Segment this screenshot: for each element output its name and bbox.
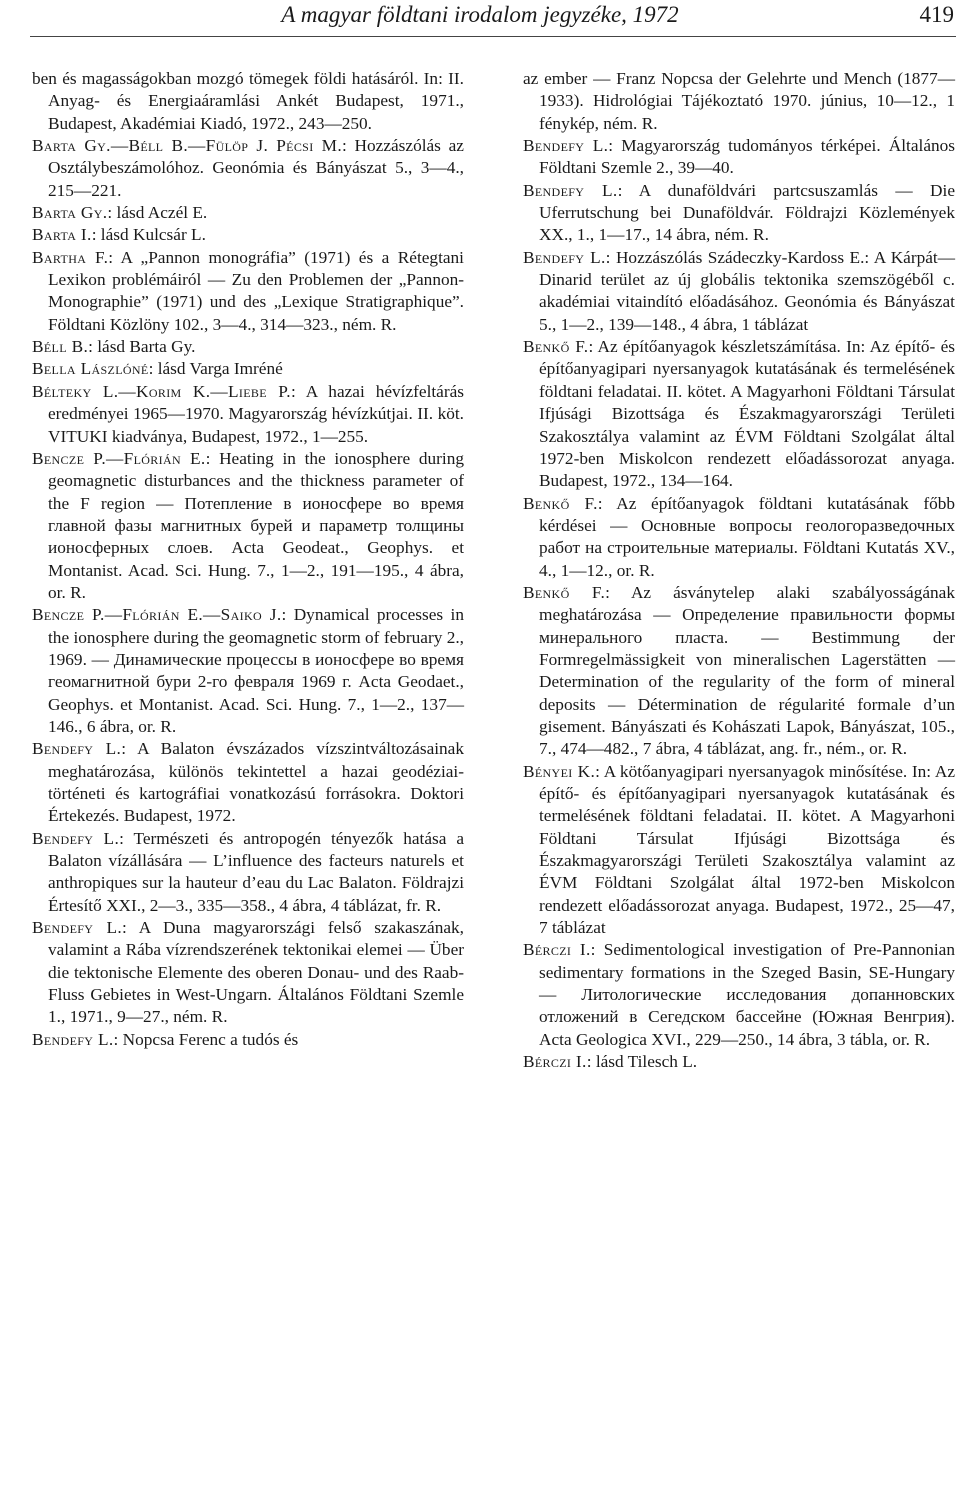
entry-text: az ember — Franz Nopcsa der Gelehrte und Mench (1877—1933). Hidrológiai Tájékoztató 1970. június, 10—12., 1 fénykép, ném. R.	[523, 69, 955, 133]
bibliography-entry	[32, 135, 464, 202]
entry-text: : lásd Aczél E.	[107, 203, 208, 223]
running-header	[0, 0, 960, 42]
page-number: 419	[919, 2, 954, 27]
entry-text: : Sedimentological investigation of Pre-Pannonian sedimentary formations in the Szeged Basin, SE-Hungary — Литологические исследования допанновских отложений в Сегедском бассейне (Южная Венгрия). Acta Geologica XVI., 229—250., 14 ábra, 3 tábla, or. R.	[539, 940, 955, 1049]
bibliography-entry	[523, 180, 955, 247]
entry-author: Bérczi I.	[523, 1052, 587, 1072]
entry-author: Bényei K.	[523, 761, 596, 781]
entry-author: Bella Lászlóné	[32, 359, 149, 379]
bibliography-entry	[523, 761, 955, 940]
entry-text: : A „Pannon monográfia” (1971) és a Rétegtani Lexikon problémáiról — Zu den Problemen der „Pannon-Monographie” (1971) und des „Lexique Stratigraphique”. Földtani Közlöny 102., 3—4., 314—323., ném. R.	[48, 247, 464, 334]
bibliography-entry	[32, 224, 464, 246]
entry-author: Benkő F.	[523, 337, 589, 357]
bibliography-entry	[523, 336, 955, 492]
entry-text: : Az építőanyagok földtani kutatásának főbb kérdései — Основные вопросы геологоразведочных работ на строительные материалы. Földtani Kutatás XV., 4., 1—12., or. R.	[539, 493, 955, 580]
bibliography-entry	[32, 738, 464, 827]
entry-author: Bendefy L.	[523, 136, 609, 156]
entry-author: Bendefy L.	[32, 828, 120, 848]
entry-author: Bélteky L.—Korim K.—Liebe P.	[32, 381, 291, 401]
entry-author: Bendefy L.	[32, 739, 122, 759]
bibliography-entry	[523, 1051, 955, 1073]
bibliography-entry	[32, 336, 464, 358]
bibliography-entry	[523, 582, 955, 761]
entry-text: : Dynamical processes in the ionosphere during the geomagnetic storm of february 2., 1969. — Динамические процессы в ионосфере во время геомагнитной бури 2-го февраля 1969 г. Acta Geodaet., Geophys. et Montanist. Acad. Sci. Hung. 7., 1—2., 137—146., 6 ábra, or. R.	[48, 605, 464, 736]
entry-author: Bendefy L.	[523, 180, 618, 200]
bibliography-entry	[32, 247, 464, 336]
entry-author: Benkő F.	[523, 493, 598, 513]
entry-text: : Az építőanyagok készletszámítása. In: Az építő- és építőanyagipari nyersanyagok kutatásának és termelésének földtani feladatai. II. kötet. A Magyarhoni Földtani Társulat Ifjúsági Bizottsága és Északmagyarországi Területi Szakosztálya valamint az ÉVM Földtani Szolgálat által 1972-ben Miskolcon rendezett előadássorozat anyaga. Budapest, 1972., 134—164.	[539, 337, 955, 491]
entry-author: Bencze P.—Flórián E.—Saiko J.	[32, 605, 282, 625]
entry-author: Bencze P.—Flórián E.	[32, 448, 206, 468]
entry-author: Barta Gy.	[32, 203, 108, 223]
entry-text: : Nopcsa Ferenc a tudós és	[113, 1029, 299, 1049]
left-column	[32, 68, 464, 1051]
entry-author: Bendefy L.	[32, 918, 123, 938]
bibliography-entry	[32, 604, 464, 738]
entry-text: ben és magasságokban mozgó tömegek földi hatásáról. In: II. Anyag- és Energiaáramlási Ankét Budapest, 1971., Budapest, Akadémiai Kiadó, 1972., 243—250.	[32, 69, 464, 133]
bibliography-entry	[523, 247, 955, 336]
bibliography-entry	[32, 1029, 464, 1051]
entry-text: : Természeti és antropogén tényezők hatása a Balaton vízállására — L’influence des facteurs naturels et anthropiques sur la hauteur d’eau du Lac Balaton. Földrajzi Értesítő XXI., 2—3., 335—358., 4 ábra, 4 táblázat, fr. R.	[48, 828, 464, 915]
entry-text: : A hazai hévízfeltárás eredményei 1965—1970. Magyarország hévízkútjai. II. köt. VITUKI kiadványa, Budapest, 1972., 1—255.	[48, 381, 465, 446]
entry-text: : A Balaton évszázados vízszintváltozásainak meghatározása, különös tekintettel a hazai geodéziai-történeti és kartográfiai vonatkozású forrásokra. Doktori Értekezés. Budapest, 1972.	[48, 739, 464, 826]
bibliography-entry	[32, 202, 464, 224]
bibliography-entry	[32, 68, 464, 135]
bibliography-entry	[523, 135, 955, 180]
header-rule	[30, 36, 956, 37]
bibliography-entry	[32, 448, 464, 604]
entry-author: Bartha F.	[32, 247, 109, 267]
entry-author: Bendefy L.	[32, 1029, 114, 1049]
entry-text: : A Duna magyarországi felső szakaszának, valamint a Rába vízrendszerének tektonikai elemei — Über die tektonische Elemente des oberen Donau- und des Raab-Fluss Gebietes in West-Ungarn. Általános Földtani Szemle 1., 1971., 9—27., ném. R.	[48, 918, 465, 1027]
entry-text: : Hozzászólás Szádeczky-Kardoss E.: A Kárpát—Dinarid terület az új globális tektonika szemszögéből c. akadémiai vitaindító előadásához. Geonómia és Bányászat 5., 1—2., 139—148., 4 ábra, 1 táblázat	[539, 247, 956, 334]
bibliography-entry	[32, 917, 464, 1029]
entry-text: : lásd Tilesch L.	[586, 1052, 698, 1072]
entry-text: : Az ásványtelep alaki szabályosságának meghatározása — Определение правильности формы минерального пласта. — Bestimmung der Formregelmässigkeit von mineralischen Lagerstätten — Determination of the regularity of the form of mineral deposits — Détermination de régularité formale d’un gisement. Bányászati és Kohászati Lapok, Bányászat, 105., 7., 474—482., 7 ábra, 4 táblázat, ang. fr., ném., or. R.	[539, 582, 955, 759]
entry-text: : lásd Kulcsár L.	[91, 225, 206, 245]
entry-author: Barta Gy.—Béll B.—Fülöp J. Pécsi M.	[32, 136, 342, 156]
entry-author: Barta I.	[32, 225, 92, 245]
entry-author: Béll B.	[32, 337, 89, 357]
bibliography-entry	[523, 939, 955, 1051]
entry-text: : A dunaföldvári partcsuszamlás — Die Uferrutschung bei Dunaföldvár. Földrajzi Közlemények XX., 1., 1—17., 14 ábra, ném. R.	[539, 180, 955, 245]
entry-text: : Heating in the ionosphere during geomagnetic disturbances and the thickness parameter of the F region — Потепление в ионосфере во время главной фазы магнитных бурей и параметр толщины ионосферных слоев. Acta Geodeat., Geophys. et Montanist. Acad. Sci. Hung. 7., 1—2., 191—195., 4 ábra, or. R.	[48, 448, 465, 602]
entry-author: Benkő F.	[523, 582, 606, 602]
bibliography-entry	[32, 358, 464, 380]
entry-text: : Hozzászólás az Osztálybeszámolóhoz. Geonómia és Bányászat 5., 3—4., 215—221.	[48, 136, 464, 200]
bibliography-entry	[32, 381, 464, 448]
running-title: A magyar földtani irodalom jegyzéke, 1972	[281, 2, 679, 27]
entry-author: Bendefy L.	[523, 247, 606, 267]
entry-text: : lásd Barta Gy.	[88, 337, 196, 357]
bibliography-entry	[523, 68, 955, 135]
right-column	[523, 68, 955, 1073]
entry-text: : lásd Varga Imréné	[148, 359, 283, 379]
bibliography-entry	[523, 493, 955, 582]
entry-text: : A kötőanyagipari nyersanyagok minősítése. In: Az építő- és építőanyagipari nyersanyagok kutatásának és termelésének földtani feladatai. II. kötet. A Magyarhoni Földtani Társulat Ifjúsági Bizottsága és Északmagyarországi Területi Szakosztálya valamint az ÉVM Földtani Szolgálat által 1972-ben Miskolcon rendezett előadássorozat anyaga. Budapest, 1972., 25—47, 7 táblázat	[539, 761, 955, 938]
entry-author: Bérczi I.	[523, 940, 591, 960]
entry-text: : Magyarország tudományos térképei. Általános Földtani Szemle 2., 39—40.	[539, 136, 956, 178]
bibliography-entry	[32, 828, 464, 917]
